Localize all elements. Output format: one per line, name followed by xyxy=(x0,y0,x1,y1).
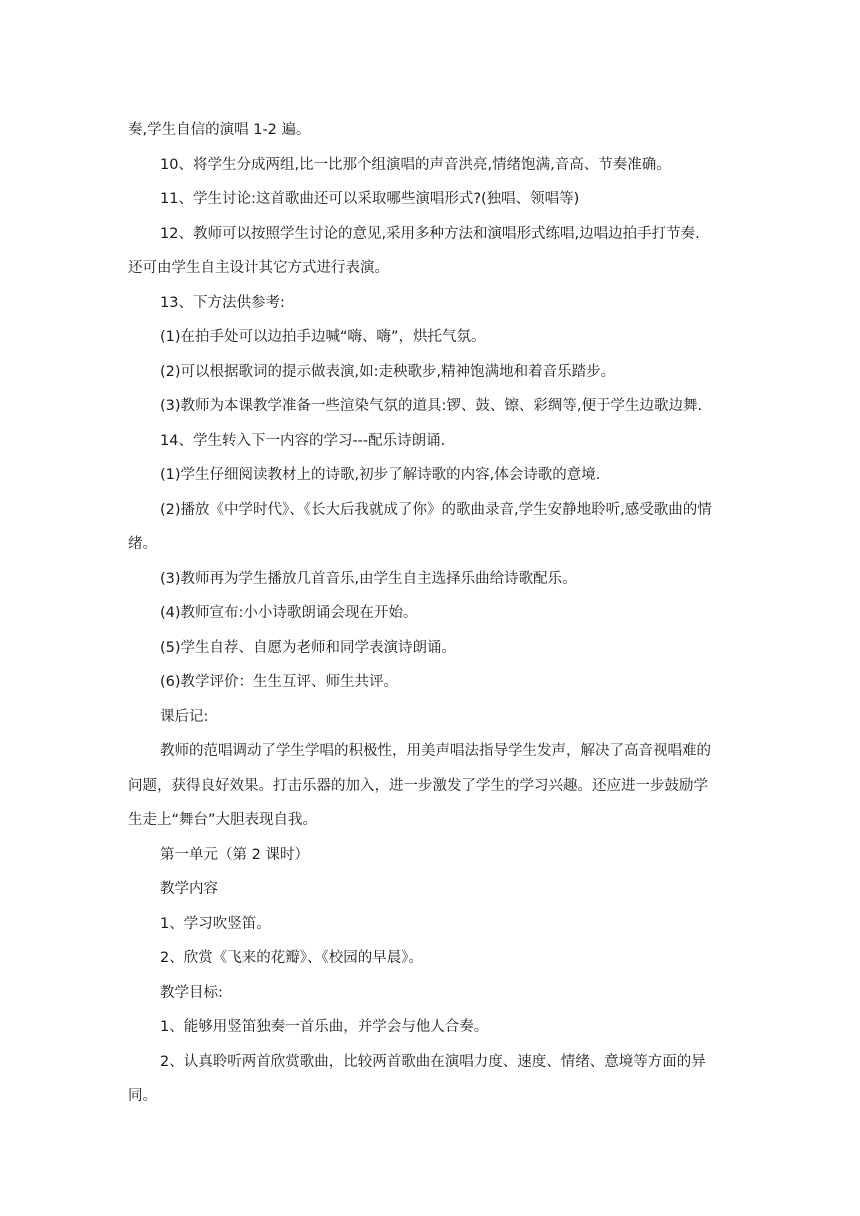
text-line: 同。 xyxy=(128,1088,157,1104)
text-line: 1、能够用竖笛独奏一首乐曲，并学会与他人合奏。 xyxy=(160,1019,489,1035)
text-line: 10、将学生分成两组,比一比那个组演唱的声音洪亮,情绪饱满,音高、节奏准确。 xyxy=(160,156,671,173)
text-line: 生走上“舞台”大胆表现自我。 xyxy=(128,812,318,828)
text-line: 教师的范唱调动了学生学唱的积极性，用美声唱法指导学生发声，解决了高音视唱难的 xyxy=(160,743,711,759)
text-line: 2、认真聆听两首欣赏歌曲，比较两首歌曲在演唱力度、速度、情绪、意境等方面的异 xyxy=(160,1053,706,1070)
text-line: 绪。 xyxy=(128,536,157,552)
text-line: 13、下方法供参考: xyxy=(160,294,285,311)
text-line: 11、学生讨论:这首歌曲还可以采取哪些演唱形式?(独唱、领唱等) xyxy=(160,191,580,207)
text-line: (3)教师再为学生播放几首音乐,由学生自主选择乐曲给诗歌配乐。 xyxy=(160,570,577,587)
section-heading: 第一单元（第 2 课时） xyxy=(160,846,309,863)
text-line: 奏,学生自信的演唱 1-2 遍。 xyxy=(128,122,311,138)
text-line: 12、教师可以按照学生讨论的意见,采用多种方法和演唱形式练唱,边唱边拍手打节奏. xyxy=(160,225,700,242)
text-line: 问题，获得良好效果。打击乐器的加入，进一步激发了学生的学习兴趣。还应进一步鼓励学 xyxy=(128,777,708,794)
section-heading: 课后记: xyxy=(160,708,209,725)
text-line: 还可由学生自主设计其它方式进行表演。 xyxy=(128,260,389,276)
text-line: (4)教师宣布:小小诗歌朗诵会现在开始。 xyxy=(160,605,418,621)
text-line: (1)在拍手处可以边拍手边喊“嗨、嗨”，烘托气氛。 xyxy=(160,329,486,345)
text-line: (5)学生自荐、自愿为老师和同学表演诗朗诵。 xyxy=(160,639,457,656)
text-line: (1)学生仔细阅读教材上的诗歌,初步了解诗歌的内容,体会诗歌的意境. xyxy=(160,467,601,483)
document-body xyxy=(128,113,732,1114)
text-line: 1、学习吹竖笛。 xyxy=(160,915,271,932)
section-heading: 教学目标: xyxy=(160,984,223,1001)
text-line: (2)可以根据歌词的提示做表演,如:走秧歌步,精神饱满地和着音乐踏步。 xyxy=(160,363,616,380)
text-line: 2、欣赏《飞来的花瓣》、《校园的早晨》。 xyxy=(160,950,423,966)
section-heading: 教学内容 xyxy=(160,881,218,897)
text-line: 14、学生转入下一内容的学习---配乐诗朗诵. xyxy=(160,432,446,449)
text-line: (6)教学评价：生生互评、师生共评。 xyxy=(160,674,399,690)
text-line: (2)播放《中学时代》、《长大后我就成了你》的歌曲录音,学生安静地聆听,感受歌曲的情 xyxy=(160,501,712,518)
text-line: (3)教师为本课教学准备一些渲染气氛的道具:锣、鼓、镲、彩绸等,便于学生边歌边舞. xyxy=(160,398,703,414)
